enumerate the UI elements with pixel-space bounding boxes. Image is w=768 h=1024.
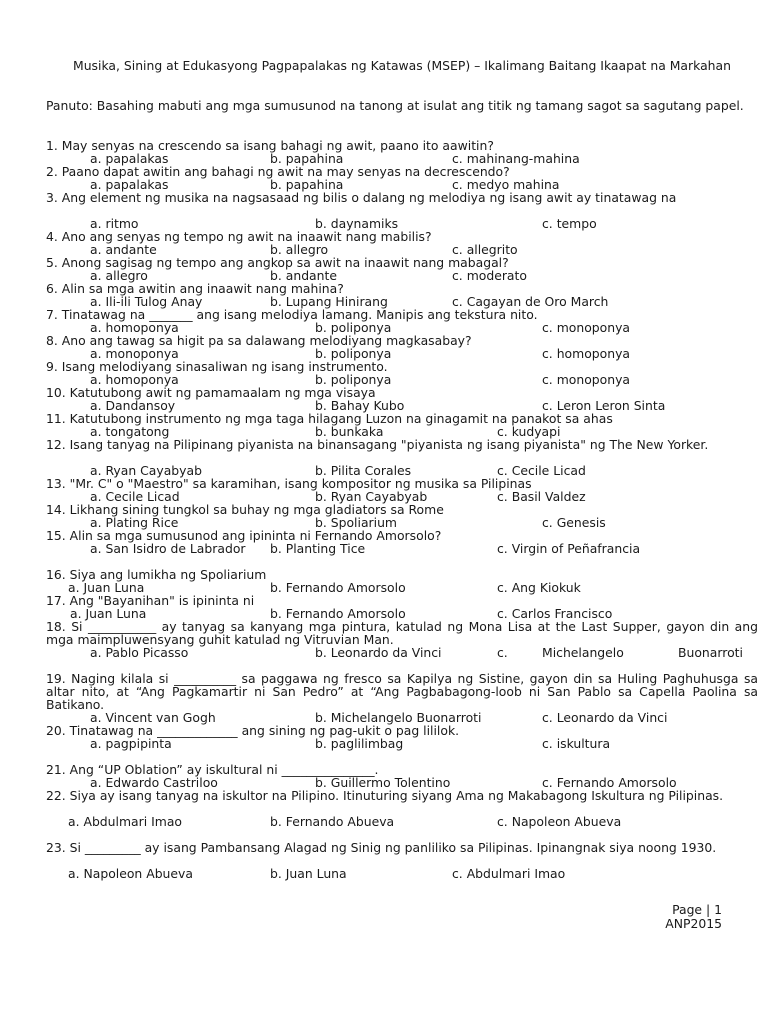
choice-c: c. tempo	[542, 216, 597, 231]
page-number: Page | 1	[672, 902, 722, 917]
choice-b: b. paglilimbag	[315, 736, 404, 751]
choice-c: c. Leonardo da Vinci	[542, 710, 668, 725]
choice-c: c. Napoleon Abueva	[497, 814, 622, 829]
choice-c-surname: Buonarroti	[678, 645, 743, 660]
choice-a: a. allegro	[90, 268, 148, 283]
question-text: 19. Naging kilala si __________ sa paggawa ng fresco sa Kapilya ng Sistine, gayon din sa Huling Paghuhusga sa altar nito, at “Ang Pagkamartir ni San Pedro” at “Ang Pagbabagong-loob ni San Pablo sa Capella Paolina sa Batikano.	[46, 671, 758, 712]
choice-b: b. Fernando Abueva	[270, 814, 395, 829]
choice-b: b. allegro	[270, 242, 329, 257]
choice-a: a. andante	[90, 242, 157, 257]
choice-a: a. Dandansoy	[90, 398, 176, 413]
choice-b: b. papahina	[270, 177, 344, 192]
question-text: 16. Siya ang lumikha ng Spoliarium	[46, 567, 267, 582]
choice-b: b. Spoliarium	[315, 515, 397, 530]
choice-a: a. tongatong	[90, 424, 170, 439]
question-text: 15. Alin sa mga sumusunod ang ipininta ni Fernando Amorsolo?	[46, 528, 442, 543]
choice-b: b. Ryan Cayabyab	[315, 489, 428, 504]
choice-c: c. allegrito	[452, 242, 518, 257]
question-text: 21. Ang “UP Oblation” ay iskultural ni _______________.	[46, 762, 379, 777]
question-text: 3. Ang element ng musika na nagsasaad ng bilis o dalang ng melodiya ng isang awit ay tinatawag na	[46, 190, 677, 205]
question-text: 20. Tinatawag na _____________ ang sining ng pag-ukit o pag lililok.	[46, 723, 460, 738]
question-text: 10. Katutubong awit ng pamamaalam ng mga visaya	[46, 385, 376, 400]
choice-b: b. andante	[270, 268, 337, 283]
question-text: 12. Isang tanyag na Pilipinang piyanista na binansagang "piyanista ng isang piyanista" ng The New Yorker.	[46, 437, 709, 452]
choice-c: c.	[497, 645, 508, 660]
choice-a: a. Pablo Picasso	[90, 645, 189, 660]
choice-c: c. Leron Leron Sinta	[542, 398, 666, 413]
choice-a: a. pagpipinta	[90, 736, 172, 751]
choice-b: b. Pilita Corales	[315, 463, 412, 478]
choice-c: c. Genesis	[542, 515, 606, 530]
document-code: ANP2015	[665, 916, 722, 931]
choice-c: c. Fernando Amorsolo	[542, 775, 677, 790]
choice-c: c. Ang Kiokuk	[497, 580, 581, 595]
choice-a: a. papalakas	[90, 151, 169, 166]
choice-a: a. Plating Rice	[90, 515, 179, 530]
question-text: 18. Si ___________ ay tanyag sa kanyang mga pintura, katulad ng Mona Lisa at the Last Supper, gayon din ang mga maimpluwensyang guhit katulad ng Vitruvian Man.	[46, 619, 758, 647]
choice-a: a. homoponya	[90, 320, 179, 335]
page-footer	[665, 903, 722, 931]
choice-c: c. Basil Valdez	[497, 489, 586, 504]
document-title: Musika, Sining at Edukasyong Pagpapalakas ng Katawas (MSEP) – Ikalimang Baitang Ikaapat na Markahan	[73, 58, 731, 73]
choice-b: b. Fernando Amorsolo	[270, 580, 406, 595]
question-text: 8. Ano ang tawag sa higit pa sa dalawang melodiyang magkasabay?	[46, 333, 472, 348]
choice-c: c. mahinang-mahina	[452, 151, 580, 166]
choice-c-name: Michelangelo	[542, 645, 624, 660]
choice-b: b. Leonardo da Vinci	[315, 645, 442, 660]
choice-c: c. iskultura	[542, 736, 611, 751]
question-text: 9. Isang melodiyang sinasaliwan ng isang instrumento.	[46, 359, 388, 374]
choice-b: b. daynamiks	[315, 216, 399, 231]
question-text: 5. Anong sagisag ng tempo ang angkop sa awit na inaawit nang mabagal?	[46, 255, 509, 270]
choice-b: b. papahina	[270, 151, 344, 166]
choice-c: c. homoponya	[542, 346, 630, 361]
choice-c: c. Cecile Licad	[497, 463, 586, 478]
choice-a: a. Abdulmari Imao	[68, 814, 183, 829]
choice-a: a. Juan Luna	[70, 606, 147, 621]
choice-a: a. Ryan Cayabyab	[90, 463, 202, 478]
question-text: 6. Alin sa mga awitin ang inaawit nang mahina?	[46, 281, 344, 296]
choice-c: c. medyo mahina	[452, 177, 560, 192]
choice-b: b. Planting Tice	[270, 541, 366, 556]
choice-a: a. papalakas	[90, 177, 169, 192]
choice-b: b. Lupang Hinirang	[270, 294, 388, 309]
choice-b: b. Bahay Kubo	[315, 398, 405, 413]
choice-a: a. ritmo	[90, 216, 139, 231]
choice-c: c. kudyapi	[497, 424, 561, 439]
choice-a: a. homoponya	[90, 372, 179, 387]
choice-b: b. poliponya	[315, 346, 392, 361]
question-text: 22. Siya ay isang tanyag na iskultor na Pilipino. Itinuturing siyang Ama ng Makabagong Iskultura ng Pilipinas.	[46, 788, 724, 803]
choice-a: a. Napoleon Abueva	[68, 866, 193, 881]
choice-a: a. Vincent van Gogh	[90, 710, 216, 725]
instructions: Panuto: Basahing mabuti ang mga sumusunod na tanong at isulat ang titik ng tamang sagot sa sagutang papel.	[46, 98, 744, 113]
choice-b: b. Michelangelo Buonarroti	[315, 710, 482, 725]
question-text: 23. Si _________ ay isang Pambansang Alagad ng Sinig ng panliliko sa Pilipinas. Ipinangnak siya noong 1930.	[46, 840, 717, 855]
choice-c: c. Cagayan de Oro March	[452, 294, 609, 309]
choice-b: b. Juan Luna	[270, 866, 347, 881]
choice-c: c. Virgin of Peñafrancia	[497, 541, 641, 556]
choice-b: b. poliponya	[315, 372, 392, 387]
choice-a: a. Juan Luna	[68, 580, 145, 595]
choice-a: a. Ili-ili Tulog Anay	[90, 294, 203, 309]
question-text: 4. Ano ang senyas ng tempo ng awit na inaawit nang mabilis?	[46, 229, 432, 244]
choice-b: b. bunkaka	[315, 424, 384, 439]
choice-a: a. San Isidro de Labrador	[90, 541, 246, 556]
choice-a: a. monoponya	[90, 346, 179, 361]
choice-b: b. poliponya	[315, 320, 392, 335]
choice-a: a. Cecile Licad	[90, 489, 180, 504]
question-text: 7. Tinatawag na _______ ang isang melodiya lamang. Manipis ang tekstura nito.	[46, 307, 538, 322]
question-text: 17. Ang "Bayanihan" is ipininta ni	[46, 593, 255, 608]
choice-c: c. moderato	[452, 268, 527, 283]
question-text: 14. Likhang sining tungkol sa buhay ng mga gladiators sa Rome	[46, 502, 444, 517]
choice-c: c. monoponya	[542, 372, 630, 387]
question-text: 1. May senyas na crescendo sa isang bahagi ng awit, paano ito aawitin?	[46, 138, 494, 153]
choice-b: b. Guillermo Tolentino	[315, 775, 451, 790]
choice-c: c. Carlos Francisco	[497, 606, 613, 621]
choice-c: c. monoponya	[542, 320, 630, 335]
choice-b: b. Fernando Amorsolo	[270, 606, 406, 621]
choice-c: c. Abdulmari Imao	[452, 866, 566, 881]
question-text: 2. Paano dapat awitin ang bahagi ng awit na may senyas na decrescendo?	[46, 164, 510, 179]
choice-a: a. Edwardo Castriloo	[90, 775, 218, 790]
question-text: 13. "Mr. C" o "Maestro" sa karamihan, isang kompositor ng musika sa Pilipinas	[46, 476, 532, 491]
question-text: 11. Katutubong instrumento ng mga taga hilagang Luzon na ginagamit na panakot sa ahas	[46, 411, 613, 426]
